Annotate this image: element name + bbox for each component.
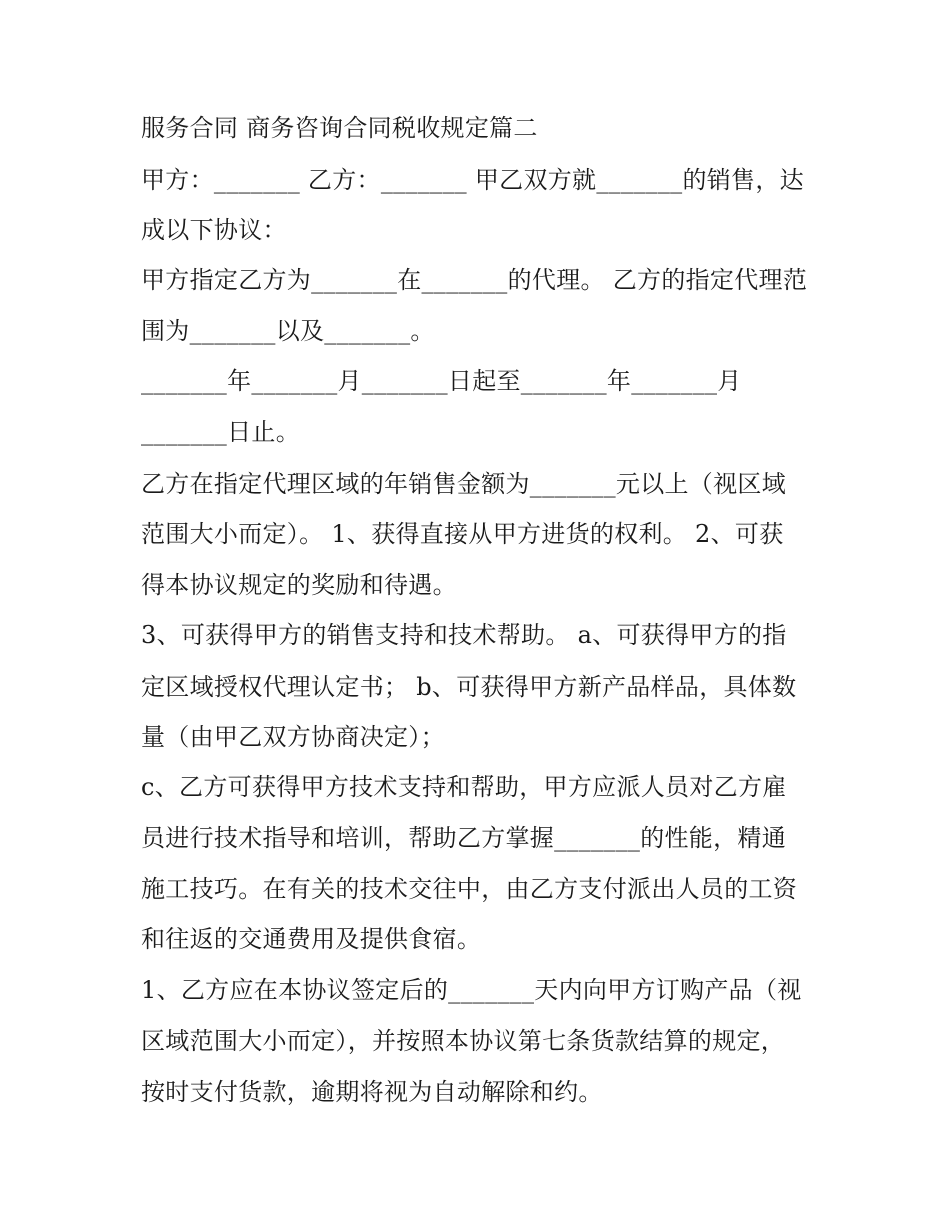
text-line: 区域范围大小而定），并按照本协议第七条货款结算的规定， (141, 1027, 786, 1055)
text-line: _______年_______月_______日起至_______年_______月 (141, 367, 742, 395)
text-line: 和往返的交通费用及提供食宿。 (141, 925, 482, 953)
document-title: 服务合同 商务咨询合同税收规定篇二 (141, 114, 538, 142)
text-line: 定区域授权代理认定书； b、可获得甲方新产品样品，具体数 (141, 673, 797, 701)
text-line: c、乙方可获得甲方技术支持和帮助，甲方应派人员对乙方雇 (141, 773, 787, 801)
text-line: 成以下协议： (141, 216, 287, 244)
text-line: 员进行技术指导和培训，帮助乙方掌握_______的性能，精通 (141, 824, 786, 852)
text-line: 范围大小而定）。 1、获得直接从甲方进货的权利。 2、可获 (141, 520, 784, 548)
text-line: 1、乙方应在本协议签定后的_______天内向甲方订购产品（视 (141, 976, 802, 1004)
text-line: 甲方指定乙方为_______在_______的代理。 乙方的指定代理范 (141, 266, 808, 294)
text-line: 施工技巧。在有关的技术交往中，由乙方支付派出人员的工资 (141, 875, 798, 903)
text-line: 量（由甲乙双方协商决定）； (141, 723, 445, 751)
text-line: 围为_______以及_______。 (141, 317, 435, 345)
text-line: 得本协议规定的奖励和待遇。 (141, 571, 457, 599)
text-line: 3、可获得甲方的销售支持和技术帮助。 a、可获得甲方的指 (141, 621, 787, 649)
text-line: 甲方：_______ 乙方：_______ 甲乙双方就_______的销售，达 (141, 166, 804, 194)
text-line: 按时支付货款，逾期将视为自动解除和约。 (141, 1078, 603, 1106)
text-line: 乙方在指定代理区域的年销售金额为_______元以上（视区域 (141, 470, 786, 498)
text-line: _______日止。 (141, 418, 300, 446)
